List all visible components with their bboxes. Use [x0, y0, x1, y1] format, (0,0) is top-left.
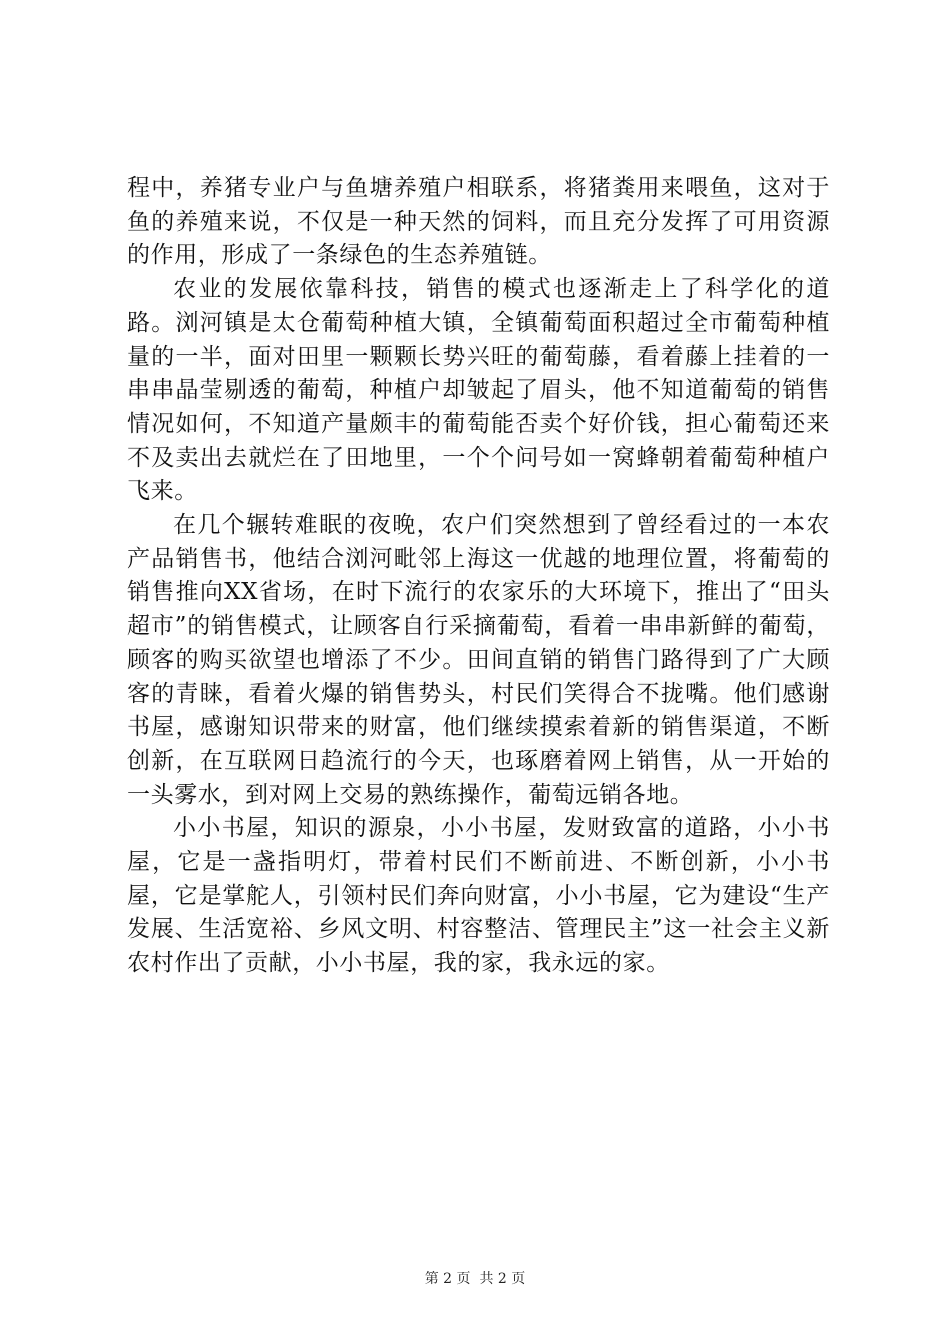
paragraph-field-market: 在几个辗转难眠的夜晚，农户们突然想到了曾经看过的一本农产品销售书，他结合浏河毗邻上海这一优越的地理位置，将葡萄的销售推向XX省场，在时下流行的农家乐的大环境下，推出了“田头超市”的销售模式，让顾客自行采摘葡萄，看着一串串新鲜的葡萄，顾客的购买欲望也增添了不少。田间直销的销售门路得到了广大顾客的青睐，看着火爆的销售势头，村民们笑得合不拢嘴。他们感谢书屋，感谢知识带来的财富，他们继续摸索着新的销售渠道，不断创新，在互联网日趋流行的今天，也琢磨着网上销售，从一开始的一头雾水，到对网上交易的熟练操作，葡萄远销各地。	[127, 512, 830, 808]
paragraph-grape-sales: 农业的发展依靠科技，销售的模式也逐渐走上了科学化的道路。浏河镇是太仓葡萄种植大镇，全镇葡萄面积超过全市葡萄种植量的一半，面对田里一颗颗长势兴旺的葡萄藤，看着藤上挂着的一串串晶莹剔透的葡萄，种植户却皱起了眉头，他不知道葡萄的销售情况如何，不知道产量颇丰的葡萄能否卖个好价钱，担心葡萄还来不及卖出去就烂在了田地里，一个个问号如一窝蜂朝着葡萄种植户飞来。	[127, 276, 830, 505]
page-number-footer: 第 2 页 共 2 页	[424, 1271, 526, 1287]
document-body	[127, 172, 830, 981]
paragraph-small-bookhouse: 小小书屋，知识的源泉，小小书屋，发财致富的道路，小小书屋，它是一盏指明灯，带着村民们不断前进、不断创新，小小书屋，它是掌舵人，引领村民们奔向财富，小小书屋，它为建设“生产发展、生活宽裕、乡风文明、村容整洁、管理民主”这一社会主义新农村作出了贡献，小小书屋，我的家，我永远的家。	[127, 815, 830, 977]
paragraph-continuation: 程中，养猪专业户与鱼塘养殖户相联系，将猪粪用来喂鱼，这对于鱼的养殖来说，不仅是一种天然的饲料，而且充分发挥了可用资源的作用，形成了一条绿色的生态养殖链。	[127, 175, 830, 269]
